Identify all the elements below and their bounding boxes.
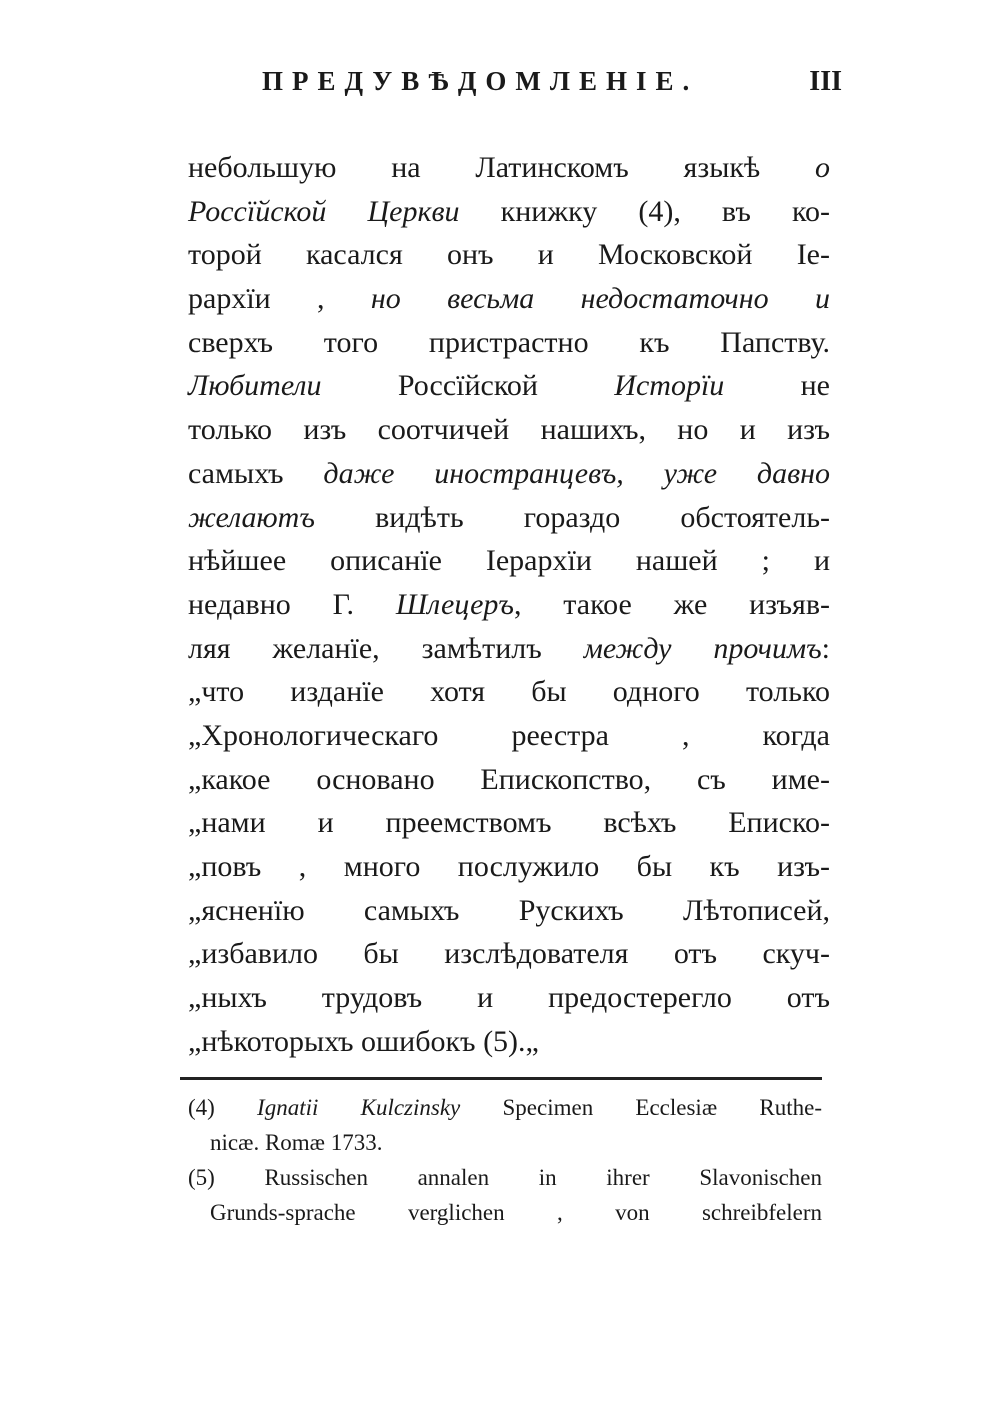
text-segment: „что изданїе хотя бы одного только: [188, 675, 830, 709]
footnote-segment: (5) Russischen annalen in ihrer Slavonischen: [188, 1165, 822, 1190]
text-segment: „какое основано Епископство, съ име-: [188, 762, 830, 796]
text-segment: „ясненїю самыхъ Рускихъ Лѣтописей,: [188, 893, 830, 927]
text-segment: самыхъ: [188, 456, 324, 490]
text-segment: , такое же изъяв-: [513, 587, 830, 621]
text-segment: видѣть гораздо обстоятель-: [314, 500, 830, 534]
footnotes: [188, 1090, 822, 1230]
text-line: [188, 408, 830, 452]
text-segment: ляя желанїе, замѣтилъ: [188, 631, 584, 665]
text-segment: не: [724, 369, 830, 403]
footnote-segment: Grunds-sprache verglichen , von schreibfelern: [210, 1200, 822, 1225]
text-segment: :: [821, 631, 831, 665]
footnote-segment: (4): [188, 1095, 258, 1120]
text-segment: „избавило бы изслѣдователя отъ скуч-: [188, 937, 830, 971]
text-line: [188, 321, 830, 365]
footnote-line: [188, 1160, 822, 1195]
text-line: [188, 801, 830, 845]
text-segment: „Хронологическаго реестра , когда: [188, 718, 830, 752]
text-segment: книжку (4), въ ко-: [459, 194, 831, 228]
text-segment: сверхъ того пристрастно къ Папству.: [188, 325, 830, 359]
footnote-segment: Ignatii Kulczinsky: [257, 1095, 461, 1120]
footnote-line: [188, 1195, 822, 1230]
text-line: [188, 583, 830, 627]
text-segment: „ныхъ трудовъ и предостерегло отъ: [188, 981, 830, 1015]
text-segment: Россїйской: [321, 369, 615, 403]
text-line: [188, 889, 830, 933]
text-segment: торой касался онъ и Московской Іе-: [188, 238, 830, 272]
text-segment: небольшую на Латинскомъ языкѣ: [188, 151, 815, 184]
text-line: [188, 496, 830, 540]
text-segment: Шлецеръ: [395, 587, 514, 621]
text-segment: о: [815, 151, 830, 184]
body-text: [188, 146, 830, 1063]
page-number: III: [809, 66, 842, 97]
footnote-line: [188, 1090, 822, 1125]
text-line: [188, 277, 830, 321]
text-segment: „нами и преемствомъ всѣхъ Еписко-: [188, 806, 830, 840]
text-segment: недавно Г.: [188, 587, 396, 621]
text-line: [188, 845, 830, 889]
text-segment: между прочимъ: [583, 631, 822, 665]
text-segment: Исторїи: [614, 369, 725, 403]
text-segment: нѣйшее описанїе Іерархїи нашей ; и: [188, 544, 830, 578]
text-line: [188, 976, 830, 1020]
text-line: [188, 714, 830, 758]
text-segment: „нѣкоторыхъ ошибокъ (5).„: [188, 1024, 539, 1058]
text-segment: Россїйской Церкви: [188, 194, 460, 228]
text-line: [188, 452, 830, 496]
text-line: [188, 364, 830, 408]
footnote-divider: [180, 1077, 822, 1080]
text-line: [188, 1020, 830, 1064]
footnote-segment: nicæ. Romæ 1733.: [210, 1130, 383, 1155]
text-line: [188, 190, 830, 234]
text-segment: Любители: [188, 369, 322, 403]
text-segment: но весьма недостаточно и: [370, 282, 830, 316]
text-segment: только изъ соотчичей нашихъ, но и изъ: [188, 413, 830, 447]
text-segment: „повъ , много послужило бы къ изъ-: [188, 850, 830, 883]
text-line: [188, 539, 830, 583]
text-line: [188, 670, 830, 714]
footnote-segment: Specimen Ecclesiæ Ruthe-: [460, 1095, 822, 1120]
text-line: [188, 233, 830, 277]
text-line: [188, 932, 830, 976]
text-segment: желаютъ: [188, 500, 315, 534]
text-segment: рархїи ,: [188, 282, 371, 316]
page-header: [262, 66, 842, 106]
footnote-line: [188, 1125, 822, 1160]
text-line: [188, 146, 830, 190]
text-line: [188, 758, 830, 802]
text-line: [188, 627, 830, 671]
running-title: ПРЕДУВѢДОМЛЕНІЕ.: [262, 66, 699, 96]
text-segment: даже иностранцевъ, уже давно: [323, 456, 830, 490]
